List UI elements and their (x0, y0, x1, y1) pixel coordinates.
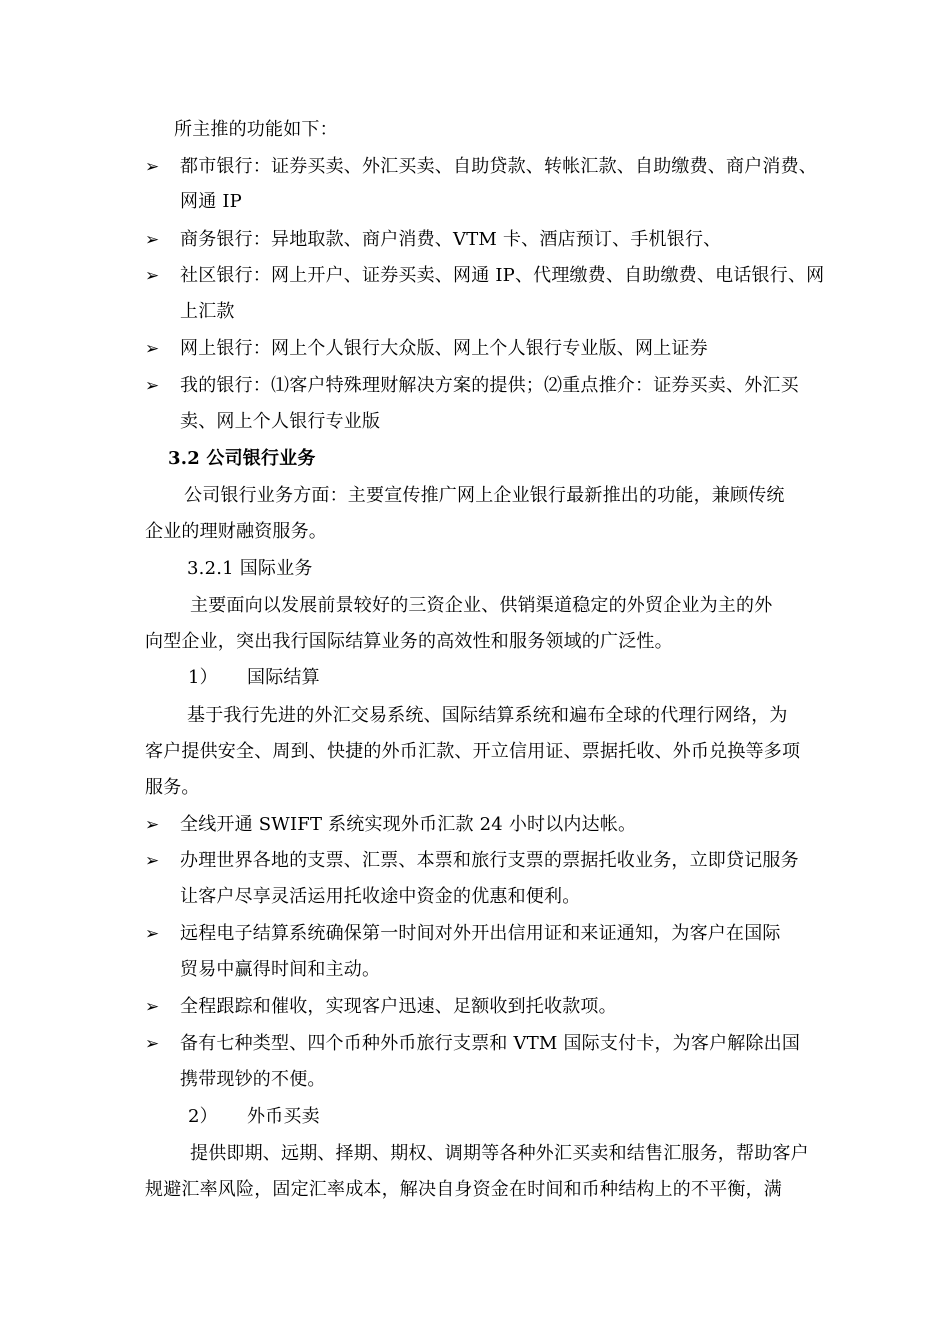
list-item-text: 网上银行：网上个人银行大众版、网上个人银行专业版、网上证券 (180, 338, 708, 359)
bullet-arrow-icon: ➢ (145, 230, 160, 250)
paragraph-line: 企业的理财融资服务。 (145, 521, 327, 542)
list-item-text: 社区银行：网上开户、证券买卖、网通 IP、代理缴费、自助缴费、电话银行、网 (180, 265, 825, 286)
list-item-text: 贸易中赢得时间和主动。 (180, 959, 381, 980)
bullet-arrow-icon: ➢ (145, 851, 160, 871)
bullet-arrow-icon: ➢ (145, 997, 160, 1017)
subsection-heading: 3.2.1 国际业务 (187, 558, 313, 579)
list-item-text: 卖、网上个人银行专业版 (180, 411, 381, 432)
list-item-text: 全程跟踪和催收，实现客户迅速、足额收到托收款项。 (180, 996, 617, 1017)
section-heading: 3.2 公司银行业务 (168, 448, 316, 469)
list-item-text: 上汇款 (180, 301, 235, 322)
list-item-text: 都市银行：证券买卖、外汇买卖、自助贷款、转帐汇款、自助缴费、商户消费、 (180, 156, 817, 177)
bullet-arrow-icon: ➢ (145, 376, 160, 396)
bullet-arrow-icon: ➢ (145, 815, 160, 835)
intro-text: 所主推的功能如下： (174, 119, 338, 140)
list-item-text: 全线开通 SWIFT 系统实现外币汇款 24 小时以内达帐。 (180, 814, 637, 835)
bullet-arrow-icon: ➢ (145, 924, 160, 944)
paragraph-line: 主要面向以发展前景较好的三资企业、供销渠道稳定的外贸企业为主的外 (190, 595, 773, 616)
numbered-heading-number: 1） (188, 667, 218, 688)
list-item-text: 我的银行：⑴客户特殊理财解决方案的提供；⑵重点推介：证券买卖、外汇买 (180, 375, 799, 396)
paragraph-line: 客户提供安全、周到、快捷的外币汇款、开立信用证、票据托收、外币兑换等多项 (145, 741, 801, 762)
paragraph-line: 基于我行先进的外汇交易系统、国际结算系统和遍布全球的代理行网络，为 (187, 705, 788, 726)
numbered-heading-number: 2） (188, 1106, 218, 1127)
list-item-text: 备有七种类型、四个币种外币旅行支票和 VTM 国际支付卡，为客户解除出国 (180, 1033, 801, 1054)
paragraph-line: 规避汇率风险，固定汇率成本，解决自身资金在时间和币种结构上的不平衡，满 (145, 1179, 782, 1200)
list-item-text: 远程电子结算系统确保第一时间对外开出信用证和来证通知，为客户在国际 (180, 923, 781, 944)
bullet-arrow-icon: ➢ (145, 157, 160, 177)
numbered-heading-title: 外币买卖 (247, 1106, 320, 1127)
list-item-text: 商务银行：异地取款、商户消费、VTM 卡、酒店预订、手机银行、 (180, 229, 722, 250)
paragraph-line: 提供即期、远期、择期、期权、调期等各种外汇买卖和结售汇服务，帮助客户 (190, 1143, 809, 1164)
paragraph-line: 服务。 (145, 777, 200, 798)
list-item-text: 网通 IP (180, 191, 242, 212)
list-item-text: 携带现钞的不便。 (180, 1069, 326, 1090)
paragraph-line: 公司银行业务方面：主要宣传推广网上企业银行最新推出的功能，兼顾传统 (184, 485, 785, 506)
bullet-arrow-icon: ➢ (145, 266, 160, 286)
numbered-heading-title: 国际结算 (247, 667, 320, 688)
bullet-arrow-icon: ➢ (145, 339, 160, 359)
list-item-text: 让客户尽享灵活运用托收途中资金的优惠和便利。 (180, 886, 581, 907)
paragraph-line: 向型企业，突出我行国际结算业务的高效性和服务领域的广泛性。 (145, 631, 673, 652)
list-item-text: 办理世界各地的支票、汇票、本票和旅行支票的票据托收业务，立即贷记服务 (180, 850, 799, 871)
bullet-arrow-icon: ➢ (145, 1034, 160, 1054)
